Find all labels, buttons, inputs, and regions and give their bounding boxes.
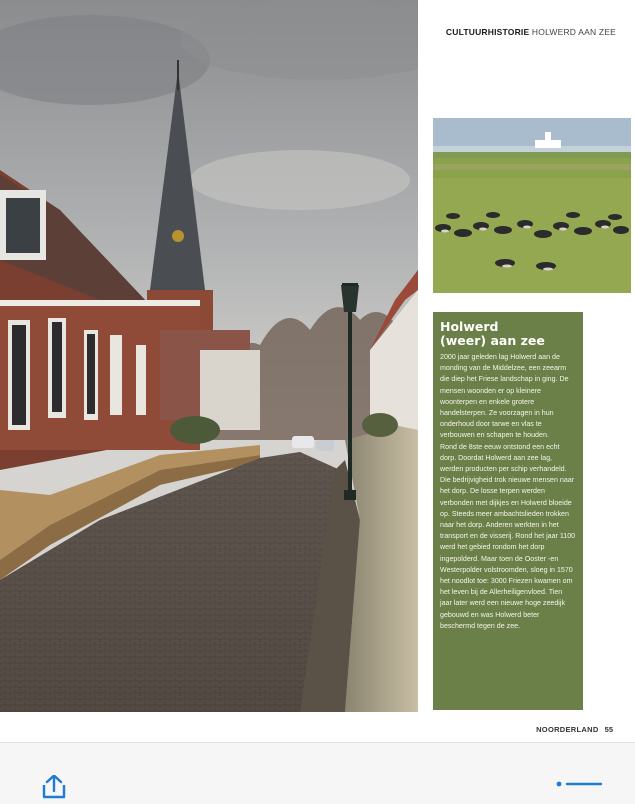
article-heading-line1: Holwerd <box>440 319 499 334</box>
publication-name: NOORDERLAND <box>536 725 599 734</box>
section-title: CULTUURHISTORIE <box>445 27 530 37</box>
article-heading-line2: (weer) aan zee <box>440 333 545 348</box>
page-number: 55 <box>604 725 613 734</box>
share-button[interactable] <box>34 775 74 799</box>
viewer-toolbar <box>0 742 635 794</box>
menu-button[interactable] <box>555 777 603 791</box>
section-header <box>420 27 616 37</box>
article-paragraph: 2000 jaar geleden lag Holwerd aan de monding van de Middelzee, een zeearm die diep het Friese landschap in ging. De mensen woonden er op kleinere woonterpen en enkele grotere handelsterpen. Ze voorzagen in hun onderhoud door tarwe en vlas te verbouwen en schapen te houden. <box>440 353 569 440</box>
page-footer <box>536 725 613 734</box>
section-topic: HOLWERD AAN ZEE <box>531 27 616 37</box>
article-textbox <box>433 312 583 710</box>
article-heading <box>440 320 576 348</box>
article-paragraph: Rond de 8ste eeuw ontstond een echt dorp. Doordat Holwerd aan zee lag, werden producten per schip verhandeld. Die bedrijvigheid trok nieuwe mensen naar het dorp. De losse terpen werden verbonden met dijkjes en Holwerd bloeide op. Steeds meer ambachtslieden trokken naar het dorp. Anderen werkten in het transport en de visserij. Rond het jaar 1100 werd het gebied rondom het dorp ingepolderd. Maar toen de Ooster -en Westerpolder volstroomden, sloeg in 1570 het noodlot toe: 3000 Friezen kwamen om het leven bij de Allerheiligenvloed. Tien jaar later werd een nieuwe hoge zeedijk gebouwd en was Holwerd beter beschermd tegen de zee. <box>440 442 576 630</box>
share-icon <box>34 775 74 799</box>
menu-icon <box>555 777 603 791</box>
landscape-photo-geese <box>433 118 631 293</box>
